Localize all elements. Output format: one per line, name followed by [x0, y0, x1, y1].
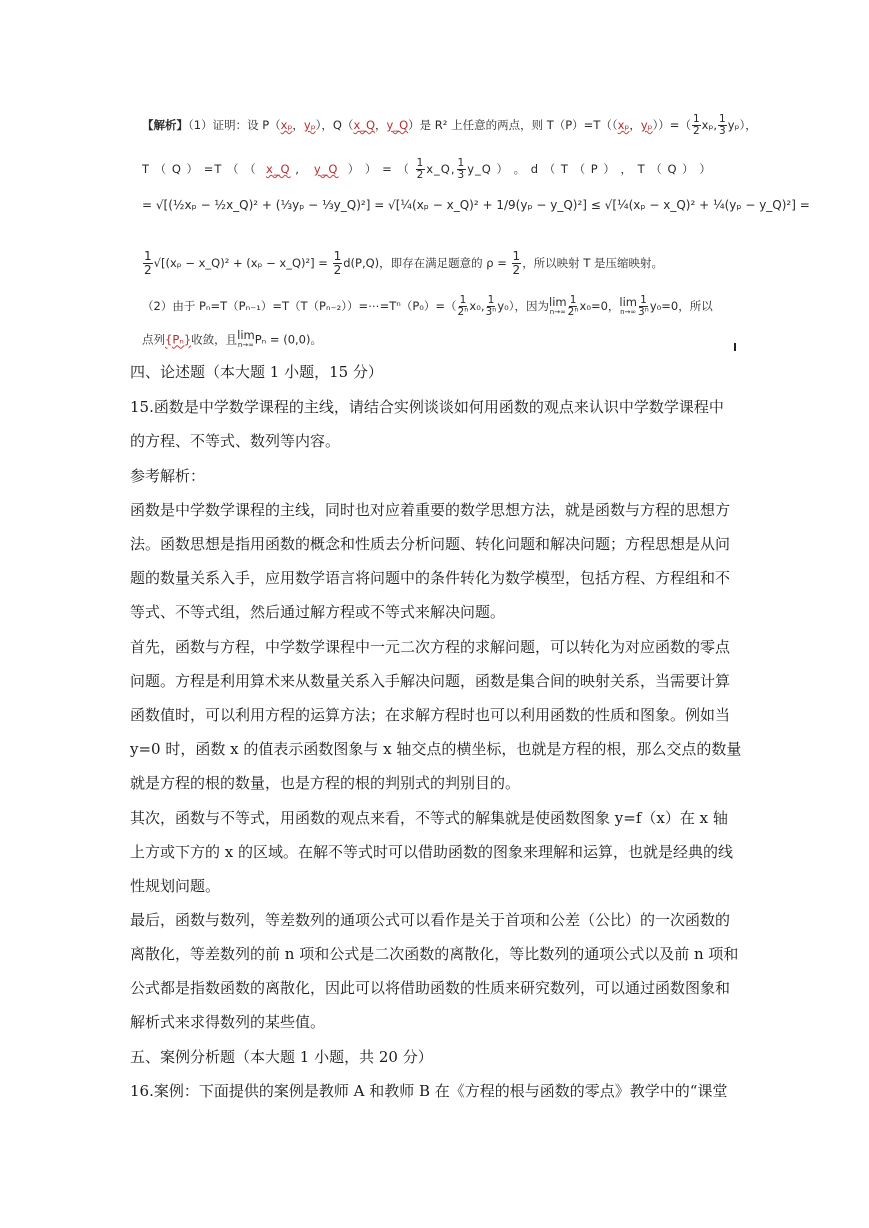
para-4-line-1: 最后，函数与数列，等差数列的通项公式可以看作是关于首项和公差（公比）的一次函数的 [130, 911, 731, 929]
section-5-heading: 五、案例分析题（本大题 1 小题，共 20 分） [130, 1048, 433, 1066]
para-3-line-2: 上方或下方的 x 的区域。在解不等式时可以借助函数的图象来理解和运算，也就是经典的线 [130, 843, 733, 861]
question-15-line-2: 的方程、不等式、数列等内容。 [130, 432, 341, 450]
question-16-line-1: 16.案例：下面提供的案例是教师 A 和教师 B 在《方程的根与函数的零点》教学中的“课堂 [130, 1082, 728, 1100]
para-2-line-4: y=0 时，函数 x 的值表示函数图象与 x 轴交点的横坐标，也就是方程的根，那么交点的数量 [130, 740, 742, 758]
page-mark [734, 343, 736, 351]
para-1-line-1: 函数是中学数学课程的主线，同时也对应着重要的数学思想方法，就是函数与方程的思想方 [130, 501, 731, 519]
para-1-line-2: 法。函数思想是指用函数的概念和性质去分析问题、转化问题和解决问题；方程思想是从问 [130, 535, 731, 553]
reference-answer-label: 参考解析： [130, 467, 206, 485]
para-2-line-3: 函数值时，可以利用方程的运算方法；在求解方程时也可以利用函数的性质和图象。例如当 [130, 706, 731, 724]
scan-line-4: $\frac{1}{2}$ √[(xₚ − x_Q)² + (xₚ − x_Q)²] = $\frac{1}{2}$ d(P,Q)，即存在满足题意的 ρ = $\frac{1}{2}$ ，所以映射 T 是压缩映射。 [144, 249, 664, 277]
para-2-line-1: 首先，函数与方程，中学数学课程中一元二次方程的求解问题，可以转化为对应函数的零点 [130, 638, 731, 656]
para-2-line-2: 问题。方程是利用算术来从数量关系入手解决问题，函数是集合间的映射关系，当需要计算 [130, 672, 731, 690]
section-4-heading: 四、论述题（本大题 1 小题，15 分） [130, 363, 383, 381]
para-3-line-3: 性规划问题。 [130, 877, 221, 895]
para-1-line-4: 等式、不等式组，然后通过解方程或不等式来解决问题。 [130, 603, 506, 621]
solution-tag: 【解析】 [142, 118, 188, 132]
scan-line-1: 【解析】（1）证明：设 P（xₚ，yₚ），Q（x_Q，y_Q）是 R² 上任意的两点，则 T（P）=T（（xₚ，yₚ））=（ $\frac{1}{2}$ xₚ, $\frac{1}{3}$ yₚ）， [142, 113, 757, 137]
scan-line-3: = √[(½xₚ − ½x_Q)² + (⅓yₚ − ⅓y_Q)²] = √[¼(xₚ − x_Q)² + 1/9(yₚ − y_Q)²] ≤ √[¼(xₚ − x_Q)² + ¼(yₚ − y_Q)²] = [142, 198, 810, 212]
para-1-line-3: 题的数量关系入手，应用数学语言将问题中的条件转化为数学模型，包括方程、方程组和不 [130, 569, 731, 587]
para-4-line-2: 离散化，等差数列的前 n 项和公式是二次函数的离散化，等比数列的通项公式以及前 n 项和 [130, 945, 739, 963]
question-15-line-1: 15.函数是中学数学课程的主线，请结合实例谈谈如何用函数的观点来认识中学数学课程中 [130, 398, 724, 416]
para-2-line-5: 就是方程的根的数量，也是方程的根的判别式的判别目的。 [130, 774, 521, 792]
scan-line-2: T （ Q ） =T （ （ x_Q , y_Q ） ） = （ $\frac{1}{2}$ x_Q, $\frac{1}{3}$ y_Q ） 。 d （ T （ P ） ， T （ Q ） ） [142, 157, 712, 181]
para-4-line-3: 公式都是指数函数的离散化，因此可以将借助函数的性质来研究数列，可以通过函数图象和 [130, 979, 731, 997]
solution-scan-block [130, 100, 810, 352]
para-3-line-1: 其次，函数与不等式，用函数的观点来看，不等式的解集就是使函数图象 y=f（x）在 x 轴 [130, 809, 728, 827]
scan-line-5: （2）由于 Pₙ=T（Pₙ₋₁）=T（T（Pₙ₋₂））=⋯=Tⁿ（P₀）=（ $\frac{1}{\text{2ⁿ}}$ x₀, $\frac{1}{\text{3ⁿ}}$ y₀），因为lim n→∞ $\frac{1}{\text{2ⁿ}}$ x₀=0，lim n→∞ $\frac{1}{\text{3ⁿ}}$ y₀=0，所以 [142, 294, 713, 318]
scan-line-6: 点列{Pₙ}收敛，且lim n→∞ Pₙ = (0,0)。 [142, 328, 322, 349]
para-4-line-4: 解析式来求得数列的某些值。 [130, 1013, 326, 1031]
